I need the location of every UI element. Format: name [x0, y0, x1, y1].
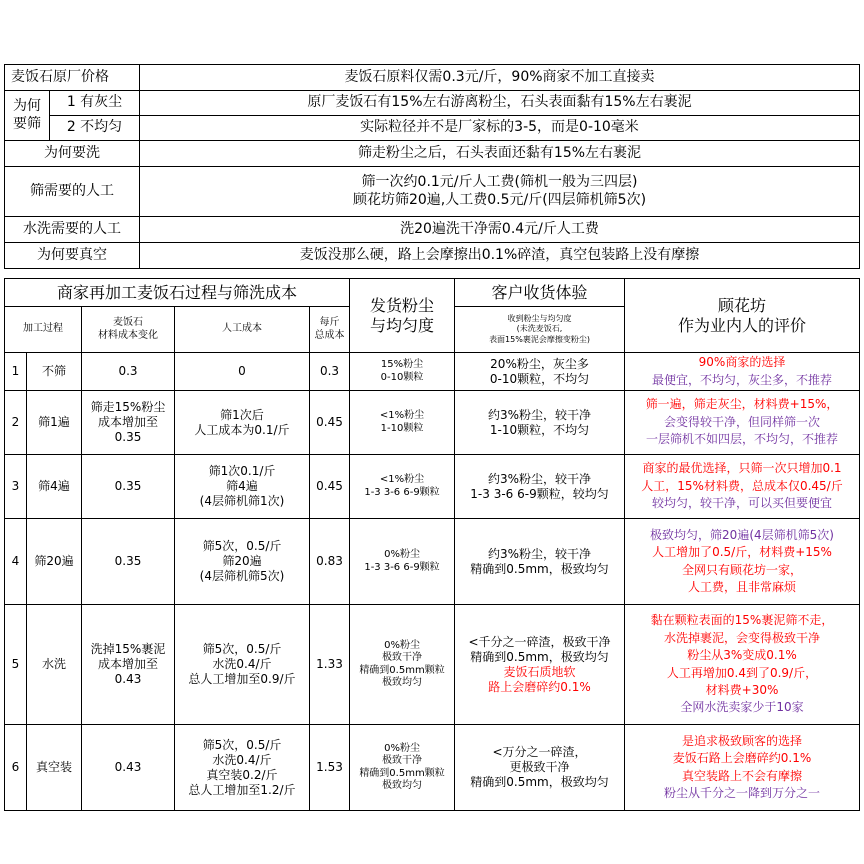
table-row: [5, 605, 860, 725]
material-cost: [82, 519, 175, 605]
dust-uniformity-line: 0%粉尘: [384, 639, 420, 651]
eval-header-line: 作为业内人的评价: [678, 315, 807, 335]
process-name: 筛1遍: [27, 391, 82, 455]
dust-uniformity: [350, 519, 455, 605]
dust-uniformity: [350, 725, 455, 811]
total-cost: 1.53: [310, 725, 350, 811]
customer-experience-line: 约3%粉尘，较干净: [487, 546, 592, 561]
customer-experience: [455, 519, 625, 605]
row-index: 3: [5, 455, 27, 519]
summary-row: [5, 65, 860, 91]
customer-experience: [455, 353, 625, 391]
dust-uniformity-line: 极致均匀: [382, 677, 423, 688]
expert-evaluation-line: 较均匀，较干净，可以买但要便宜: [652, 496, 833, 511]
expert-evaluation-line: 人工再增加0.4到了0.9/斤，: [666, 665, 818, 680]
labor-cost: [175, 353, 310, 391]
header-row: [5, 279, 860, 307]
row-content: [140, 167, 860, 217]
process-rows: [5, 353, 860, 811]
summary-row: [5, 167, 860, 217]
table-row: [5, 455, 860, 519]
labor-cost: [175, 519, 310, 605]
customer-subheader: [455, 307, 625, 353]
material-cost-line: 0.35: [114, 479, 142, 493]
why-sieve-line: 要筛: [13, 115, 41, 132]
dust-header: [350, 279, 455, 353]
row-content: 原厂麦饭石有15%左右游离粉尘，石头表面黏有15%左右裹泥: [140, 91, 860, 116]
summary-row: [5, 91, 860, 116]
expert-evaluation-line: 最便宜，不均匀，灰尘多，不推荐: [652, 372, 833, 387]
labor-cost-line: 真空装0.2/斤: [206, 767, 278, 782]
customer-experience-line: 20%粉尘，灰尘多: [490, 356, 589, 371]
dust-uniformity-line: 极致均匀: [382, 780, 423, 791]
labor-cost-line: 筛1次0.1/斤: [208, 464, 276, 478]
col-total-line: 每斤: [319, 317, 340, 328]
expert-evaluation: [625, 391, 860, 455]
total-cost: 0.3: [310, 353, 350, 391]
expert-evaluation: [625, 519, 860, 605]
summary-row: [5, 116, 860, 141]
expert-evaluation-line: 材料费+30%: [705, 682, 779, 697]
dust-uniformity: [350, 455, 455, 519]
labor-cost-line: 0: [238, 364, 246, 378]
row-content: 实际粒径并不是厂家标的3-5，而是0-10毫米: [140, 116, 860, 141]
row-label: 为何要洗: [5, 141, 140, 167]
content-line: 顾花坊筛20遍,人工费0.5元/斤(四层筛机筛5次): [352, 191, 647, 208]
labor-cost: [175, 605, 310, 725]
dust-uniformity-line: 1-10颗粒: [380, 422, 424, 434]
material-cost: [82, 353, 175, 391]
customer-experience-line: 更极致干净: [509, 760, 570, 774]
material-cost: [82, 725, 175, 811]
dust-uniformity-line: 精确到0.5mm颗粒: [359, 664, 445, 676]
expert-evaluation-line: 一层筛机不如四层，不均匀，不推荐: [646, 432, 839, 447]
table-row: [5, 391, 860, 455]
col-labor: 人工成本: [175, 307, 310, 353]
row-content: 洗20遍洗干净需0.4元/斤人工费: [140, 217, 860, 243]
expert-evaluation-line: 人工费，且非常麻烦: [688, 579, 797, 594]
row-content: 麦饭没那么硬，路上会摩擦出0.1%碎渣，真空包装路上没有摩擦: [140, 243, 860, 269]
labor-cost-line: 筛20遍: [222, 554, 262, 568]
customer-experience-line: 1-3 3-6 6-9颗粒，较均匀: [470, 486, 609, 501]
material-cost: [82, 455, 175, 519]
col-process: 加工过程: [5, 307, 82, 353]
content-line: 筛一次约0.1元/斤人工费(筛机一般为三四层): [361, 174, 638, 190]
labor-cost-line: 筛5次，0.5/斤: [202, 539, 282, 553]
process-name: 不筛: [27, 353, 82, 391]
material-cost-line: 0.35: [114, 554, 142, 568]
row-index: 2: [5, 391, 27, 455]
dust-header-line: 发货粉尘: [370, 295, 435, 315]
expert-evaluation: [625, 455, 860, 519]
process-name: 筛4遍: [27, 455, 82, 519]
labor-cost: [175, 455, 310, 519]
dust-uniformity: [350, 391, 455, 455]
material-cost-line: 0.43: [114, 760, 142, 774]
expert-evaluation-line: 极致均匀，筛20遍(4层筛机筛5次): [650, 527, 834, 542]
dust-uniformity-line: <1%粉尘: [379, 474, 425, 485]
customer-sub-line: 收到粉尘与均匀度: [507, 313, 572, 323]
row-content: 筛走粉尘之后，石头表面还黏有15%左右裹泥: [140, 141, 860, 167]
why-sieve-line: 为何: [13, 98, 41, 114]
material-cost-line: 洗掉15%裹泥: [90, 642, 166, 656]
expert-evaluation-line: 黏在颗粒表面的15%裹泥筛不走，: [650, 613, 834, 628]
col-total-line: 总成本: [314, 329, 345, 341]
labor-cost-line: 筛5次，0.5/斤: [202, 737, 282, 752]
eval-header-line: 顾花坊: [718, 295, 767, 315]
labor-cost-line: 水洗0.4/斤: [212, 657, 272, 671]
customer-sub-line: (未洗麦饭石,: [516, 324, 563, 334]
total-cost: 0.83: [310, 519, 350, 605]
dust-uniformity-line: 1-3 3-6 6-9颗粒: [364, 486, 440, 498]
dust-uniformity-line: 0-10颗粒: [380, 371, 424, 383]
customer-experience-line: 精确到0.5mm，极致均匀: [470, 649, 609, 664]
total-cost: 1.33: [310, 605, 350, 725]
customer-experience-line: 约3%粉尘，较干净: [487, 407, 592, 422]
customer-experience-line: 1-10颗粒，不均匀: [489, 422, 590, 437]
dust-uniformity: [350, 353, 455, 391]
labor-cost-line: 人工成本为0.1/斤: [194, 422, 290, 437]
labor-cost-line: 筛4遍: [226, 479, 258, 493]
customer-experience-line: 精确到0.5mm，极致均匀: [470, 561, 609, 576]
labor-cost: [175, 391, 310, 455]
labor-cost-line: 水洗0.4/斤: [212, 752, 272, 767]
customer-header: 客户收货体验: [455, 279, 625, 307]
row-label: 1 有灰尘: [50, 91, 140, 116]
table-row: [5, 519, 860, 605]
total-cost: 0.45: [310, 455, 350, 519]
expert-evaluation-line: 粉尘从3%变成0.1%: [687, 648, 797, 663]
labor-cost-line: (4层筛机筛5次): [199, 569, 285, 583]
material-cost-line: 0.43: [114, 672, 142, 686]
total-cost: 0.45: [310, 391, 350, 455]
dust-uniformity-line: 1-3 3-6 6-9颗粒: [364, 561, 440, 573]
dust-uniformity-line: 极致干净: [382, 755, 423, 766]
dust-uniformity-line: 0%粉尘: [384, 742, 420, 754]
customer-experience: [455, 605, 625, 725]
expert-evaluation: [625, 725, 860, 811]
row-index: 6: [5, 725, 27, 811]
customer-experience-line: <万分之一碎渣，: [492, 745, 587, 759]
process-name: 真空装: [27, 725, 82, 811]
dust-uniformity-line: 极致干净: [382, 652, 423, 663]
material-cost-line: 0.35: [114, 430, 142, 444]
expert-evaluation-line: 是追求极致顾客的选择: [682, 733, 803, 748]
dust-uniformity: [350, 605, 455, 725]
process-name: 水洗: [27, 605, 82, 725]
summary-table: [4, 64, 860, 269]
expert-evaluation: [625, 605, 860, 725]
customer-experience-line: 0-10颗粒，不均匀: [489, 371, 590, 386]
row-label: 筛需要的人工: [5, 167, 140, 217]
expert-evaluation-line: 筛一遍，筛走灰尘，材料费+15%，: [645, 397, 839, 412]
row-label: 为何要真空: [5, 243, 140, 269]
why-sieve-label: [5, 91, 50, 141]
table-title: 商家再加工麦饭石过程与筛洗成本: [5, 279, 350, 307]
row-index: 1: [5, 353, 27, 391]
expert-evaluation-line: 全网只有顾花坊一家，: [682, 562, 803, 577]
labor-cost-line: 筛5次，0.5/斤: [202, 642, 282, 656]
dust-uniformity-line: 精确到0.5mm颗粒: [359, 767, 445, 779]
material-cost-line: 成本增加至: [97, 415, 158, 429]
material-cost: [82, 605, 175, 725]
summary-row: [5, 141, 860, 167]
table-row: [5, 353, 860, 391]
customer-experience-line: 路上会磨碎约0.1%: [488, 679, 591, 694]
row-label: 水洗需要的人工: [5, 217, 140, 243]
table-row: [5, 725, 860, 811]
row-label: 2 不均匀: [50, 116, 140, 141]
summary-row: [5, 243, 860, 269]
summary-row: [5, 217, 860, 243]
customer-experience: [455, 725, 625, 811]
customer-experience: [455, 455, 625, 519]
process-cost-table: [4, 278, 860, 811]
expert-evaluation-line: 商家的最优选择，只筛一次只增加0.1: [642, 461, 842, 476]
expert-evaluation-line: 麦饭石路上会磨碎约0.1%: [672, 751, 812, 766]
expert-evaluation: [625, 353, 860, 391]
customer-experience-line: 麦饭石质地软: [503, 664, 576, 679]
customer-experience-line: 约3%粉尘，较干净: [487, 471, 592, 486]
labor-cost-line: 总人工增加至0.9/斤: [188, 672, 296, 686]
labor-cost-line: 筛1次后: [220, 407, 264, 422]
customer-experience-line: 精确到0.5mm，极致均匀: [470, 775, 609, 789]
dust-header-line: 与均匀度: [370, 315, 435, 335]
customer-experience: [455, 391, 625, 455]
process-name: 筛20遍: [27, 519, 82, 605]
row-label: 麦饭石原厂价格: [5, 65, 140, 91]
expert-evaluation-line: 水洗掉裹泥，会变得极致干净: [664, 630, 821, 645]
row-index: 5: [5, 605, 27, 725]
eval-header: [625, 279, 860, 353]
expert-evaluation-line: 90%商家的选择: [698, 355, 786, 370]
expert-evaluation-line: 人工增加了0.5/斤，材料费+15%: [652, 545, 832, 560]
customer-experience-line: <千分之一碎渣，极致干净: [468, 634, 611, 649]
material-cost-line: 筛走15%粉尘: [90, 400, 166, 414]
labor-cost-line: (4层筛机筛1次): [199, 494, 285, 508]
col-material-line: 麦饭石: [113, 317, 143, 328]
dust-uniformity-line: 0%粉尘: [384, 549, 420, 560]
material-cost-line: 成本增加至: [97, 657, 158, 671]
material-cost-line: 0.3: [118, 364, 138, 378]
dust-uniformity-line: 15%粉尘: [380, 359, 424, 370]
row-index: 4: [5, 519, 27, 605]
labor-cost-line: 总人工增加至1.2/斤: [188, 782, 296, 797]
material-cost: [82, 391, 175, 455]
labor-cost: [175, 725, 310, 811]
expert-evaluation-line: 粉尘从千分之一降到万分之一: [664, 785, 821, 800]
row-content: 麦饭石原料仅需0.3元/斤，90%商家不加工直接卖: [140, 65, 860, 91]
col-material: [82, 307, 175, 353]
col-total: [310, 307, 350, 353]
expert-evaluation-line: 会变得较干净，但同样筛一次: [664, 414, 821, 429]
expert-evaluation-line: 全网水洗卖家少于10家: [680, 700, 804, 715]
customer-sub-line: 表面15%裹泥会摩擦变粉尘): [489, 334, 590, 344]
expert-evaluation-line: 人工，15%材料费，总成本仅0.45/斤: [641, 478, 843, 493]
expert-evaluation-line: 真空装路上不会有摩擦: [682, 768, 803, 783]
dust-uniformity-line: <1%粉尘: [379, 410, 425, 421]
col-material-line: 材料成本变化: [98, 329, 158, 341]
